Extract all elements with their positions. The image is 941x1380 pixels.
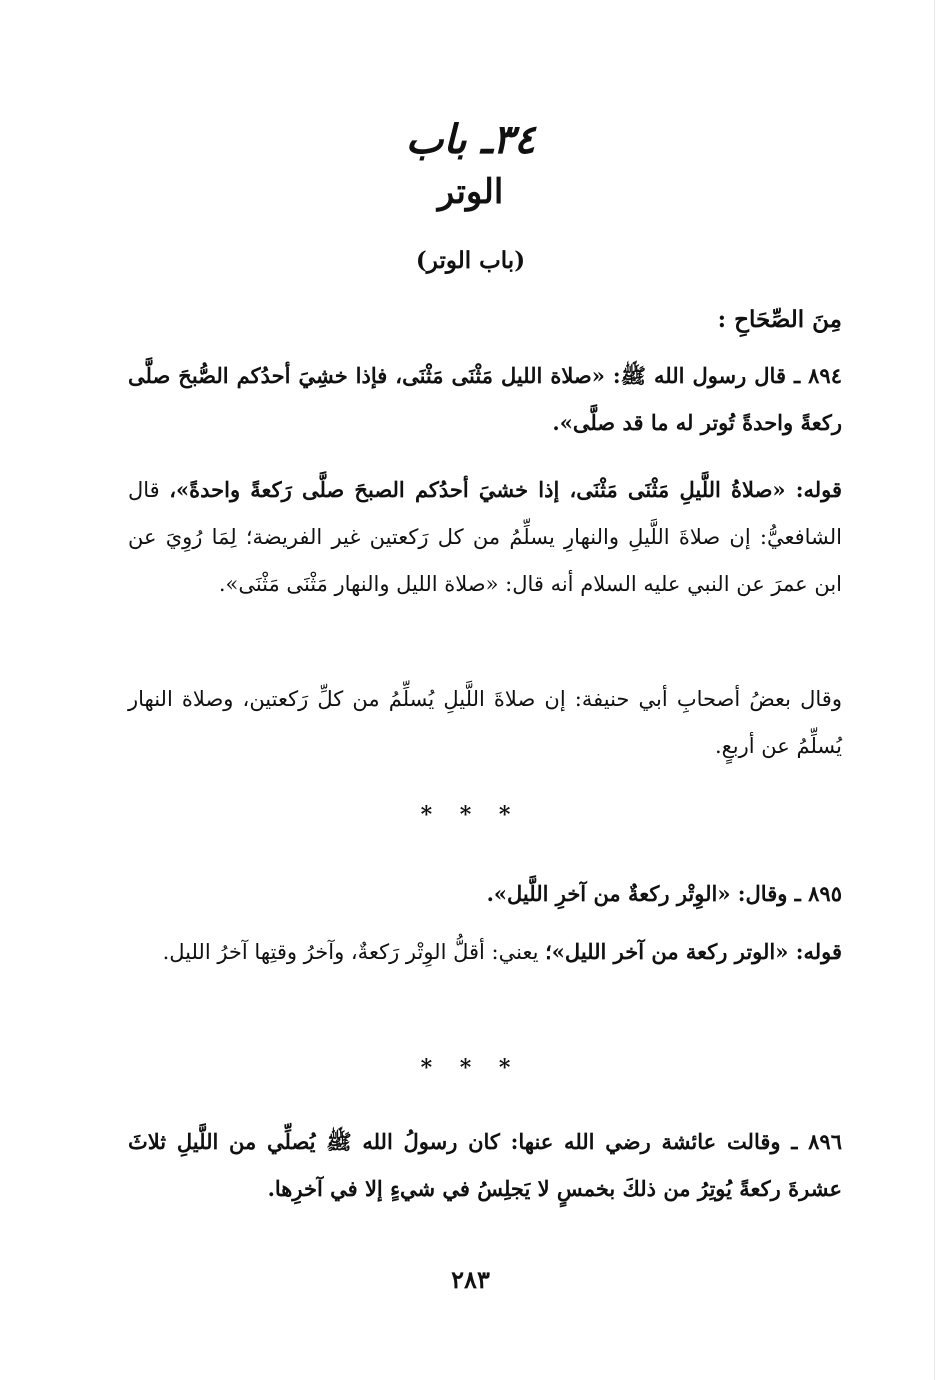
commentary-894 — [128, 466, 842, 608]
section-label: مِنَ الصِّحَاحِ : — [717, 306, 842, 333]
commentary-894-lead: قوله: «صلاةُ اللَّيلِ مَثْنَى مَثْنَى، إذا خشيَ أحدُكم الصبحَ صلَّى رَكعةً واحدةً»، — [169, 477, 842, 502]
commentary-895 — [128, 928, 842, 976]
hadith-894: ٨٩٤ ـ قال رسول الله ﷺ: «صلاة الليل مَثْنَى مَثْنَى، فإذا خشِيَ أحدُكم الصُّبحَ صلَّى ركعةً واحدةً تُوتر له ما قد صلَّى». — [128, 363, 842, 435]
section-separator: * * * — [420, 1055, 521, 1081]
chapter-subheading: (باب الوتر) — [415, 247, 526, 274]
commentary-895-lead: قوله: «الوتر ركعة من آخر الليل»؛ — [545, 939, 842, 964]
commentary-895-rest: يعني: أقلُّ الوِتْر رَكعةٌ، وآخرُ وقتِها آخرُ الليل. — [162, 940, 546, 964]
hadith-895: ٨٩٥ ـ وقال: «الوِتْر ركعةٌ من آخرِ اللَّيل». — [486, 881, 842, 906]
commentary-894-b: وقال بعضُ أصحابِ أبي حنيفة: إن صلاةَ اللَّيلِ يُسلِّمُ من كلِّ رَكعتين، وصلاة النهار يُسلِّمُ عن أربعٍ. — [128, 687, 842, 758]
section-separator: * * * — [420, 802, 521, 828]
chapter-number-heading: ٣٤ـ باب — [405, 116, 536, 163]
commentary-894-rest: قال الشافعيُّ: إن صلاةَ اللَّيلِ والنهارِ يسلِّمُ من كل رَكعتين غير الفريضة؛ لِمَا رُوِيَ عن ابن عمرَ عن النبي عليه السلام أنه قال: «صلاة الليل والنهار مَثْنَى مَثْنَى». — [128, 478, 842, 596]
hadith-896: ٨٩٦ ـ وقالت عائشة رضي الله عنها: كان رسولُ الله ﷺ يُصلِّي من اللَّيلِ ثلاثَ عشرةَ ركعةً يُوتِرُ من ذلكَ بخمسٍ لا يَجلِسُ في شيءٍ إلا في آخرِها. — [128, 1129, 842, 1201]
page-edge-line — [934, 0, 935, 1380]
page-number: ٢٨٣ — [451, 1265, 490, 1294]
chapter-title: الوتر — [437, 172, 504, 212]
